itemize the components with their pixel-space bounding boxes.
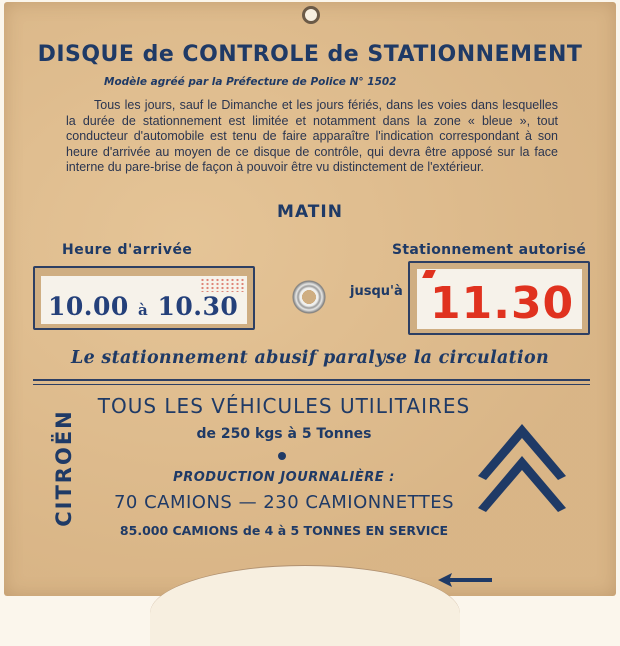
period-label: MATIN	[277, 202, 343, 222]
rivet-icon[interactable]	[292, 280, 326, 314]
arrival-to: 10.30	[157, 292, 239, 321]
chevrons-logo-icon	[474, 406, 570, 516]
arrival-from: 10.00	[48, 292, 129, 321]
brand-name: CITROËN	[52, 409, 76, 527]
authorized-label: Stationnement autorisé	[392, 242, 587, 258]
arrival-connector: à	[138, 301, 149, 319]
intro-paragraph: Tous les jours, sauf le Dimanche et les jours fériés, dans les voies dans lesquelles la durée de stationnement est limitée et notamment dans la zone « bleue », tout conducteur d'automobile est tenu de faire apparaître l'indication correspondant à son heure d'arrivée au moyen de ce disque de contrôle, qui devra être apposé sur la face interne du pare-brise de façon à pouvoir être vu distinctement de l'extérieur.	[66, 98, 558, 174]
slogan: Le stationnement abusif paralyse la circulation	[71, 348, 549, 368]
divider-thin	[33, 384, 590, 385]
disc-title: DISQUE de CONTROLE de STATIONNEMENT	[37, 42, 583, 67]
authorized-time: 11.30	[430, 278, 575, 329]
approval-note: Modèle agréé par la Préfecture de Police N° 1502	[104, 76, 397, 88]
ad-fleet-note: 85.000 CAMIONS de 4 à 5 TONNES EN SERVICE	[119, 523, 449, 538]
arrival-label: Heure d'arrivée	[62, 242, 193, 258]
dot-pattern	[200, 278, 244, 292]
ad-headline: TOUS LES VÉHICULES UTILITAIRES	[97, 394, 471, 418]
arrival-time	[48, 292, 238, 321]
hanging-hole	[302, 6, 320, 24]
ad-production-label: PRODUCTION JOURNALIÈRE :	[173, 470, 395, 485]
arrow-left-icon	[436, 570, 496, 590]
bullet-dot	[278, 452, 286, 460]
ad-production-figures: 70 CAMIONS — 230 CAMIONNETTES	[113, 492, 455, 513]
divider	[33, 379, 590, 381]
until-label: jusqu'à	[350, 284, 403, 299]
ad-weight-range: de 250 kgs à 5 Tonnes	[196, 426, 372, 442]
